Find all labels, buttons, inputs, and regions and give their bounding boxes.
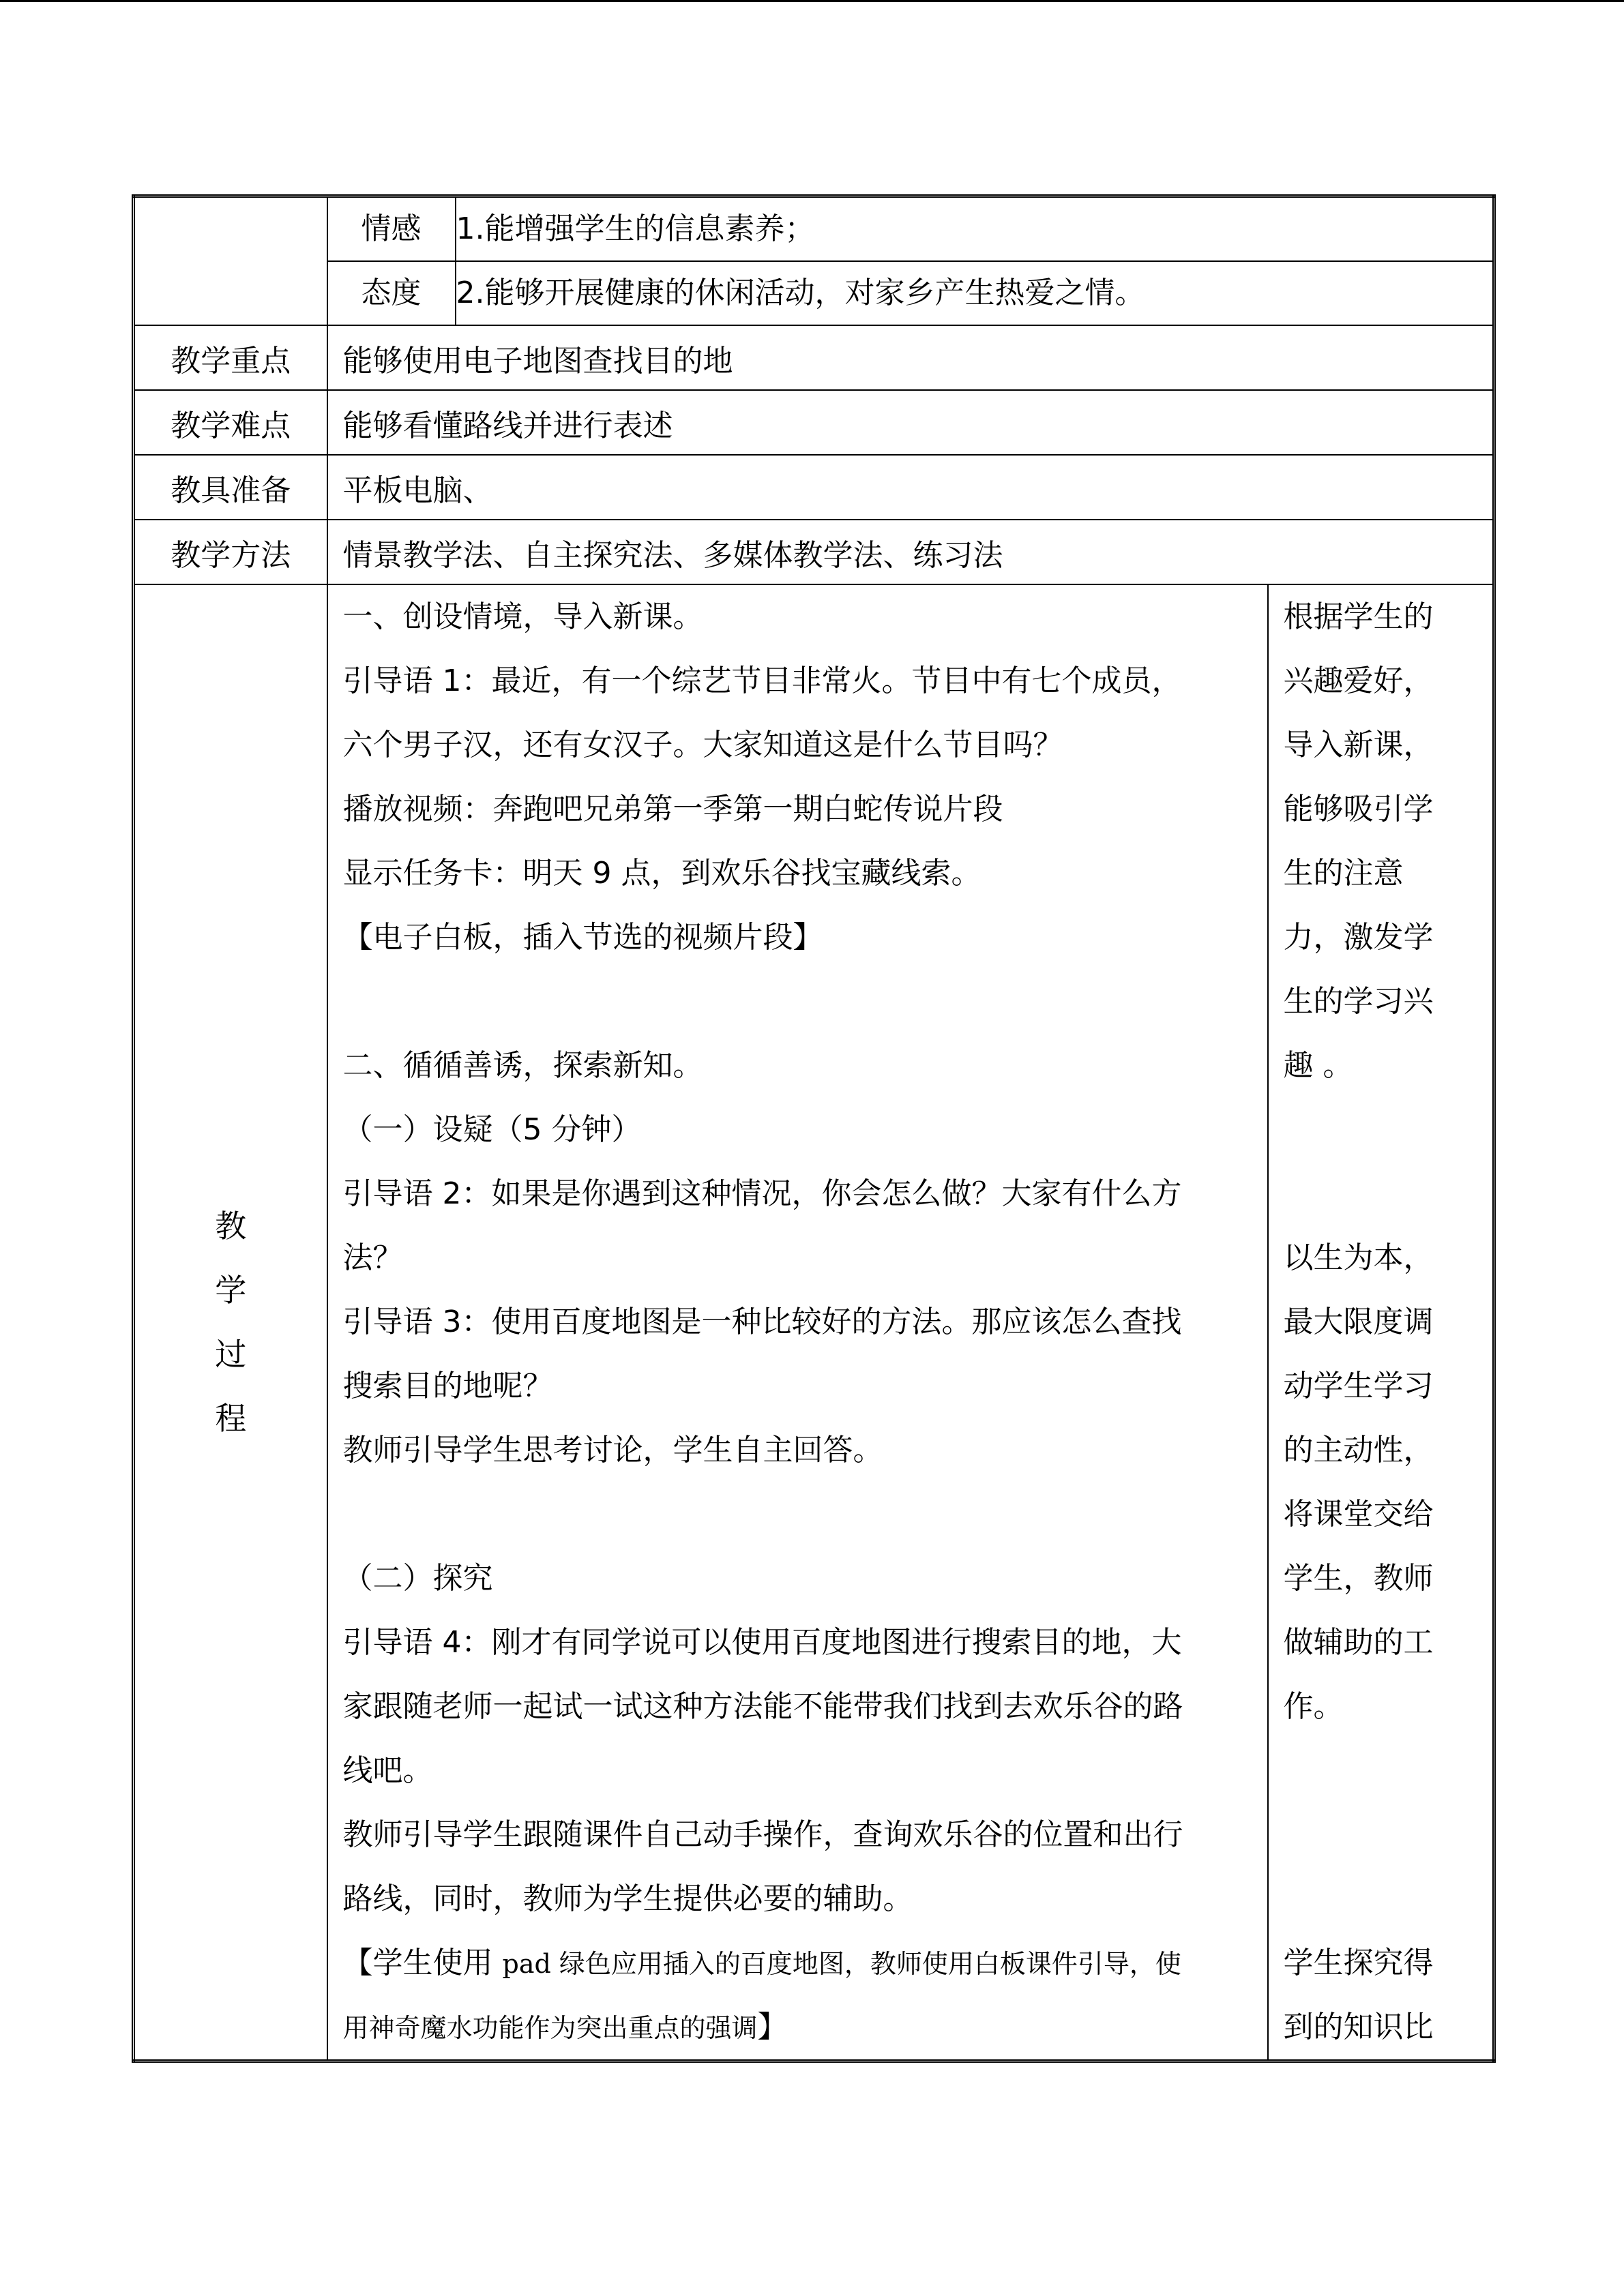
note-line: 生的注意 bbox=[1283, 856, 1404, 891]
process-line: 引导语 2：如果是你遇到这种情况，你会怎么做？大家有什么方 bbox=[342, 1176, 1182, 1211]
note-line bbox=[1284, 1867, 1493, 1931]
bracket-text: 【学生使用 bbox=[342, 1945, 493, 1980]
note-line: 到的知识比 bbox=[1283, 2010, 1434, 2044]
serif-text: pad 绿色应用插入的百度地图，教师使用白板课件引导，使 bbox=[502, 1949, 1181, 1979]
process-line: （二）探究 bbox=[342, 1561, 493, 1596]
note-line: 做辅助的工 bbox=[1283, 1625, 1434, 1660]
note-line: 根据学生的 bbox=[1283, 599, 1434, 634]
note-line: 趣 。 bbox=[1283, 1048, 1353, 1083]
note-line: 能够吸引学 bbox=[1283, 792, 1434, 826]
process-line: 【电子白板，插入节选的视频片段】 bbox=[342, 920, 823, 955]
empty-label-cell bbox=[134, 196, 327, 326]
process-line: 显示任务卡：明天 9 点，到欢乐谷找宝藏线索。 bbox=[342, 856, 981, 891]
design-notes bbox=[1268, 584, 1494, 2061]
process-label-char: 教 bbox=[215, 1208, 247, 1244]
process-line: 引导语 1：最近，有一个综艺节目非常火。节目中有七个成员， bbox=[342, 664, 1182, 698]
emotion-goal-1: 1.能增强学生的信息素养； bbox=[456, 196, 1494, 262]
note-line: 动学生学习 bbox=[1283, 1369, 1434, 1403]
row-difficulties bbox=[134, 390, 1494, 455]
emotion-label-top: 情感 bbox=[327, 196, 456, 262]
note-line bbox=[1284, 1739, 1493, 1803]
process-line: （一）设疑（5 分钟） bbox=[342, 1112, 642, 1147]
page-top-border bbox=[0, 0, 1624, 2]
note-line: 最大限度调 bbox=[1283, 1304, 1434, 1339]
process-line bbox=[343, 970, 1256, 1034]
note-line bbox=[1284, 1803, 1493, 1867]
emotion-goal-2: 2.能够开展健康的休闲活动，对家乡产生热爱之情。 bbox=[456, 261, 1494, 325]
methods-label: 教学方法 bbox=[134, 520, 327, 584]
key-points-value: 能够使用电子地图查找目的地 bbox=[327, 325, 1494, 390]
process-content bbox=[327, 584, 1268, 2061]
process-line: 搜索目的地呢？ bbox=[342, 1369, 553, 1403]
note-line: 以生为本， bbox=[1283, 1240, 1434, 1275]
process-line: 一、创设情境，导入新课。 bbox=[342, 599, 703, 634]
process-line: 六个男子汉，还有女汉子。大家知道这是什么节目吗？ bbox=[342, 728, 1063, 762]
key-points-label: 教学重点 bbox=[134, 325, 327, 390]
serif-text: 用神奇魔水功能作为突出重点的强调 bbox=[342, 2013, 758, 2043]
row-key-points bbox=[134, 325, 1494, 390]
methods-value: 情景教学法、自主探究法、多媒体教学法、练习法 bbox=[327, 520, 1494, 584]
note-line bbox=[1284, 1098, 1493, 1162]
process-line: 线吧。 bbox=[342, 1753, 433, 1788]
note-line: 学生探究得 bbox=[1283, 1945, 1434, 1980]
process-line: 路线，同时，教师为学生提供必要的辅助。 bbox=[342, 1881, 913, 1916]
bracket-close: 】 bbox=[757, 2010, 788, 2044]
note-line: 力，激发学 bbox=[1283, 920, 1434, 955]
note-line: 学生，教师 bbox=[1283, 1561, 1434, 1596]
process-line: 引导语 3：使用百度地图是一种比较好的方法。那应该怎么查找 bbox=[342, 1304, 1182, 1339]
tools-label: 教具准备 bbox=[134, 455, 327, 520]
note-line bbox=[1284, 1162, 1493, 1226]
process-label bbox=[134, 584, 327, 2061]
emotion-row-2 bbox=[134, 261, 1494, 325]
note-line: 的主动性， bbox=[1283, 1433, 1434, 1467]
note-line: 兴趣爱好， bbox=[1283, 664, 1434, 698]
note-line: 作。 bbox=[1283, 1689, 1344, 1724]
process-line: 教师引导学生跟随课件自己动手操作，查询欢乐谷的位置和出行 bbox=[342, 1817, 1183, 1852]
note-line: 导入新课， bbox=[1283, 728, 1434, 762]
emotion-label-bottom: 态度 bbox=[327, 261, 456, 325]
difficulties-value: 能够看懂路线并进行表述 bbox=[327, 390, 1494, 455]
process-line-mixed bbox=[343, 1931, 1256, 1995]
process-line: 引导语 4：刚才有同学说可以使用百度地图进行搜索目的地，大 bbox=[342, 1625, 1182, 1660]
process-line: 二、循循善诱，探索新知。 bbox=[342, 1048, 703, 1083]
note-line: 生的学习兴 bbox=[1283, 984, 1434, 1019]
process-line-mixed bbox=[343, 1995, 1256, 2059]
note-line: 将课堂交给 bbox=[1283, 1497, 1434, 1532]
process-line: 家跟随老师一起试一试这种方法能不能带我们找到去欢乐谷的路 bbox=[342, 1689, 1183, 1724]
process-label-char: 过 bbox=[215, 1336, 247, 1373]
difficulties-label: 教学难点 bbox=[134, 390, 327, 455]
row-process bbox=[134, 584, 1494, 2061]
tools-value: 平板电脑、 bbox=[327, 455, 1494, 520]
process-line bbox=[343, 1482, 1256, 1547]
process-line: 法？ bbox=[342, 1240, 403, 1275]
process-label-char: 学 bbox=[215, 1272, 247, 1309]
row-methods bbox=[134, 520, 1494, 584]
process-label-char: 程 bbox=[215, 1400, 247, 1437]
process-line: 教师引导学生思考讨论，学生自主回答。 bbox=[342, 1433, 883, 1467]
emotion-row-1 bbox=[134, 196, 1494, 262]
process-line: 播放视频：奔跑吧兄弟第一季第一期白蛇传说片段 bbox=[342, 792, 1003, 826]
lesson-plan-table bbox=[132, 194, 1496, 2063]
row-tools bbox=[134, 455, 1494, 520]
